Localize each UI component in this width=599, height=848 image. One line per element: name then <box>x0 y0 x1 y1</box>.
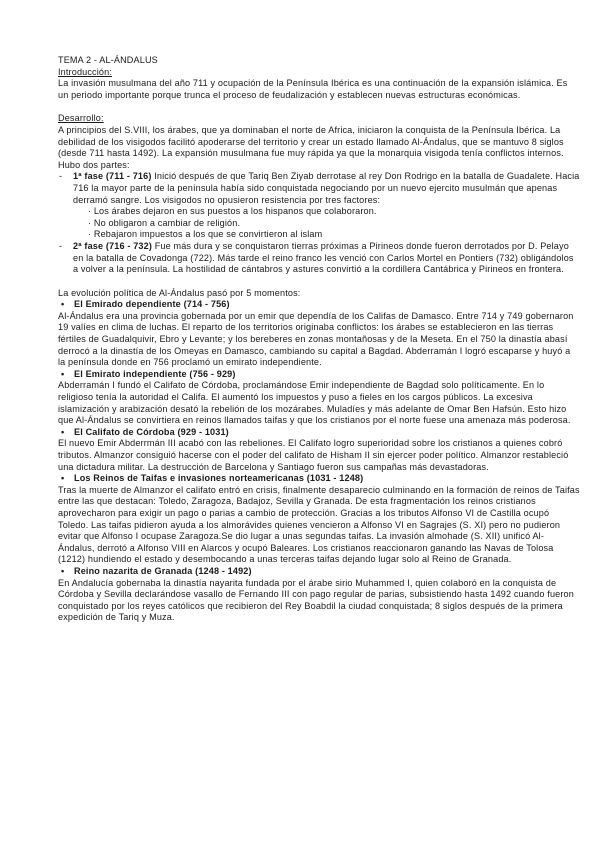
factor-item: · No obligaron a cambiar de religión. <box>88 217 241 228</box>
factor-item: · Rebajaron impuestos a los que se convirtieron al islam <box>88 229 323 240</box>
period-heading <box>58 369 580 381</box>
period-heading <box>58 427 580 439</box>
period-text: Tras la muerte de Almanzor el califato entró en crisis, finalmente desaparecio culminando en la formación de reinos de Taifas entre las que destacan: Toledo, Zaragoza, Badajoz, Sevilla y Granada. De esta fragmentación los reinos cristianos aprovecharon para exigir un pago o parias a cambio de protección. Gracias a los tributos Alfonso VI de Castilla ocupó Toledo. Las taifas pidieron ayuda a los almorávides quienes vencieron a Alfonso VI en Sagrajes (S. XI) pero no pudieron evitar que Alfonso I ocupase Zaragoza.Se dio lugar a unas segundas taifas. La invasión almohade (S. XII) unificó Al-Ándalus, derrotó a Alfonso VIII en Alarcos y ocupó Baleares. Los cristianos reaccionaron ganando las Navas de Tolosa (1212) hundiendo el estado y desembocando a unas terceras taifas dejando lugar solo al Reino de Granada. <box>58 484 580 565</box>
dash-marker: - <box>59 240 63 251</box>
phase-2-item <box>58 241 580 276</box>
period-text: Al-Ándalus era una provincia gobernada por un emir que dependía de los Califas de Damasco. Entre 714 y 749 gobernaron 19 valíes en clima de luchas. El reparto de los territorios originaba conflictos: los árabes se establecieron en las tierras fértiles de Guadalquivir, Ebro y Levante; y los bereberes en zonas montañosas y de la Meseta. En el 750 la dinastía abasí derrocó a la dinastía de los Omeyas en Damasco, cambiando su capital a Bagdad. Abderramán I logró escaparse y huyó a la península donde en 756 proclamó un emirato independiente. <box>58 310 574 368</box>
bullet-marker: • <box>61 565 65 576</box>
period-heading <box>58 299 580 311</box>
period-heading-text: El Califato de Córdoba (929 - 1031) <box>74 426 229 437</box>
period-heading-text: Los Reinos de Taifas e invasiones norteamericanas (1031 - 1248) <box>74 473 364 484</box>
dash-marker: - <box>59 171 63 182</box>
desarrollo-text: A principios del S.VIII, los árabes, que ya dominaban el norte de Africa, iniciaron la conquista de la Península Ibérica. La debilidad de los visigodos facilitó apoderarse del territorio y crear un estado llamado Al-Ándalus, que se mantuvo 8 siglos (desde 711 hasta 1492). La expansión musulmana fue muy rápida ya que la monarquia visigoda tenía conflictos internos. Hubo dos partes: <box>58 124 564 170</box>
phase-1-text: Inició después de que Tariq Ben Ziyab derrotase al rey Don Rodrigo en la batalla de Guadalete. Hacia 716 la mayor parte de la península había sido conquistada negociando por un nuevo ejercito musulmán que apenas derramó sangre. Los visigodos no opusieron resistencia por tres factores: <box>73 171 580 205</box>
period-heading-text: El Emirado dependiente (714 - 756) <box>74 299 230 310</box>
period-heading-text: Reino nazarita de Granada (1248 - 1492) <box>74 565 252 576</box>
desarrollo-heading: Desarrollo: <box>58 113 104 124</box>
phase-1-label: 1ª fase (711 - 716) <box>73 171 152 182</box>
phase-2-label: 2ª fase (716 - 732) <box>73 240 153 251</box>
evolution-intro: La evolución política de Al-Ándalus pasó por 5 momentos: <box>58 287 301 298</box>
period-text: Abderramán I fundó el Califato de Córdoba, proclamándose Emir independiente de Bagdad solo políticamente. En lo religioso tenía la autoridad el Califa. El aumentó los impuestos y puso a fieles en los cargos públicos. La excesiva islamización y arabización desató la rebelión de los mozárabes. Muladíes y más adelante de Omar Ben Hafsún. Esto hizo que Al-Ándalus se convirtiera en reinos llamados taifas y que los cristianos por el norte fuese una amenaza más poderosa. <box>58 380 571 426</box>
factor-item: · Los árabes dejaron en sus puestos a los hispanos que colaboraron. <box>88 206 377 217</box>
period-heading <box>58 566 580 578</box>
bullet-marker: • <box>61 426 65 437</box>
period-heading-text: El Emirato independiente (756 - 929) <box>74 368 236 379</box>
period-text: El nuevo Emir Abderrmán III acabó con las rebeliones. El Califato logro superioridad sobre los cristianos a quienes cobró tributos. Almanzor consiguió hacerse con el poder del califato de Hisham II sin ejercer poder político. Almanzor restableció una dictadura militar. La destrucción de Barcelona y Santiago fueron sus campañas más devastadoras. <box>58 438 569 472</box>
bullet-marker: • <box>61 299 65 310</box>
period-text: En Andalucía gobernaba la dinastía nayarita fundada por el árabe sirio Muhammed I, quien colaboró en la conquista de Córdoba y Sevilla declarándose vasallo de Fernando III con pago regular de parias, subsistiendo hasta 1492 cuando fueron conquistado por los reyes católicos que recibieron del Rey Boabdil la ciudad conquistada; 8 siglos después de la primera expedición de Tariq y Muza. <box>58 577 574 623</box>
intro-heading: Introducción: <box>58 66 113 77</box>
period-heading <box>58 473 580 485</box>
phase-2-text: Fue más dura y se conquistaron tierras próximas a Pirineos donde fueron derrotados por D. Pelayo en la batalla de Covadonga (722). Más tarde el reino franco les venció con Carlos Mortel en Pontiers (732) obligándolos a volver a la península. La hostilidad de cántabros y astures convirtió a la cordillera Cantábrica y Pirineos en frontera. <box>73 240 574 275</box>
bullet-marker: • <box>61 368 65 379</box>
bullet-marker: • <box>61 473 65 484</box>
document-title: TEMA 2 - AL-ÁNDALUS <box>58 55 158 65</box>
phase-1-item <box>58 171 580 206</box>
intro-text: La invasión musulmana del año 711 y ocupación de la Península Ibérica es una continuación de la expansión islámica. Es un periodo importante porque trunca el proceso de feudalización y establecen nuevas estructuras económicas. <box>58 78 568 100</box>
document-page <box>58 55 580 624</box>
